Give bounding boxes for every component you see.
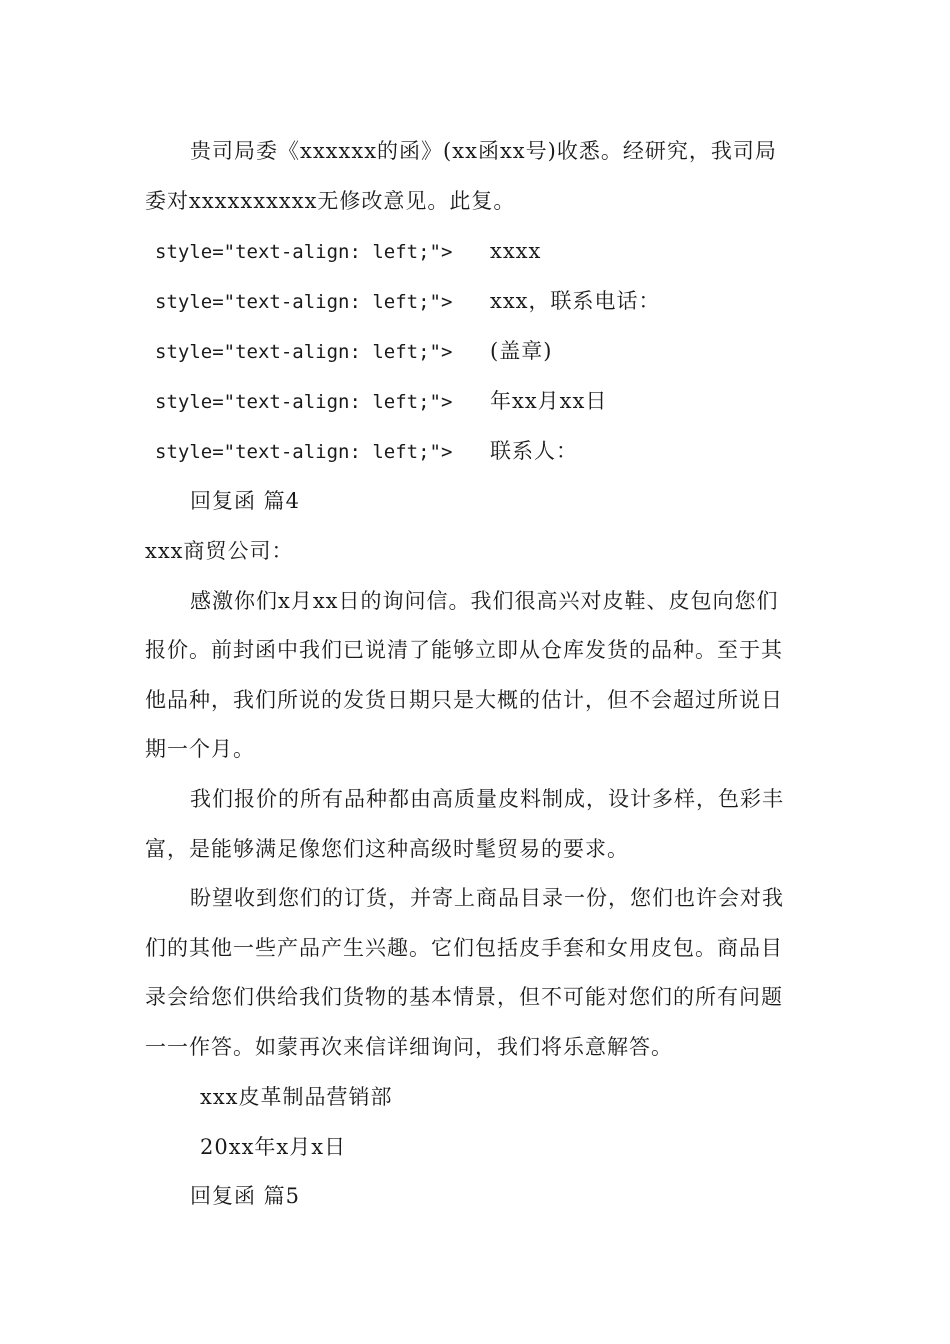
contact-person-line: 联系人： — [490, 439, 578, 463]
paragraph-line: 我们报价的所有品种都由高质量皮料制成，设计多样，色彩丰 — [190, 787, 784, 811]
paragraph-line: 录会给您们供给我们货物的基本情景，但不可能对您们的所有问题 — [145, 985, 783, 1009]
contact-phone-line: xxx，联系电话： — [490, 289, 661, 313]
paragraph-line: 感激你们x月xx日的询问信。我们很高兴对皮鞋、皮包向您们 — [190, 589, 779, 613]
paragraph-line: 期一个月。 — [145, 737, 255, 761]
paragraph-line: 一一作答。如蒙再次来信详细询问，我们将乐意解答。 — [145, 1035, 673, 1059]
paragraph-line: 盼望收到您们的订货，并寄上商品目录一份，您们也许会对我 — [190, 886, 784, 910]
paragraph-line: 贵司局委《xxxxxx的函》(xx函xx号)收悉。经研究，我司局 — [190, 139, 777, 163]
stray-markup-text: style="text-align: left;"> — [155, 441, 453, 463]
section-heading: 回复函 篇5 — [190, 1184, 301, 1208]
section-heading: 回复函 篇4 — [190, 489, 301, 513]
salutation: xxx商贸公司： — [145, 539, 294, 563]
paragraph-line: 他品种，我们所说的发货日期只是大概的估计，但不会超过所说日 — [145, 688, 783, 712]
sender-date: 20xx年x月x日 — [200, 1135, 347, 1159]
paragraph-line: 委对xxxxxxxxxx无修改意见。此复。 — [145, 189, 516, 213]
stray-markup-text: style="text-align: left;"> — [155, 391, 453, 413]
stray-markup-text: style="text-align: left;"> — [155, 241, 453, 263]
paragraph-line: 们的其他一些产品产生兴趣。它们包括皮手套和女用皮包。商品目 — [145, 936, 783, 960]
stray-markup-text: style="text-align: left;"> — [155, 341, 453, 363]
seal-line: (盖章) — [490, 339, 553, 363]
signature-unit: xxxx — [490, 239, 542, 263]
date-line: 年xx月xx日 — [490, 389, 608, 413]
sender-name: xxx皮革制品营销部 — [200, 1085, 393, 1109]
stray-markup-text: style="text-align: left;"> — [155, 291, 453, 313]
paragraph-line: 富，是能够满足像您们这种高级时髦贸易的要求。 — [145, 837, 629, 861]
paragraph-line: 报价。前封函中我们已说清了能够立即从仓库发货的品种。至于其 — [145, 638, 783, 662]
